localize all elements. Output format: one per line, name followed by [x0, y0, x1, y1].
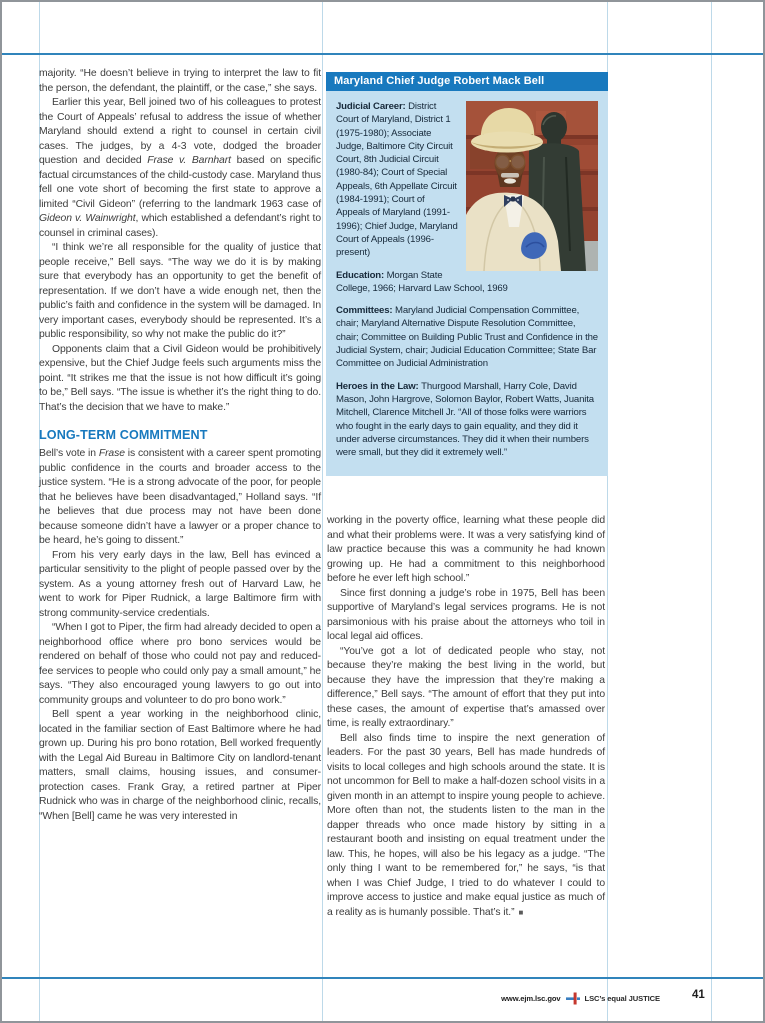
bottom-rule — [2, 977, 763, 979]
column-gutter-guide — [322, 2, 323, 1021]
paragraph: Bell also finds time to inspire the next generation of leaders. For the past 30 years, Bell has made hundreds of visits to local colleges and high schools around the state. It is not uncommon for Bell to make a half-dozen school visits in a given month in an attempt to inspire young people to achieve. More often than not, the students listen to the man in the dapper threads who once made history by sitting in a restaurant booth and insisting on equal treatment under the law. This, he hopes, will also be his legacy as a judge. “The only thing I want to be remembered for,” he says, “is that when I was Chief Judge, I tried to do whatever I could to improve access to justice and make equal justice as much of a reality as is humanly possible. That’s it.” ■ — [327, 732, 605, 918]
paragraph: Opponents claim that a Civil Gideon would be prohibitively expensive, but the Chief Judge feels such arguments miss the point. “It strikes me that the issue is not how difficult it’s going to be,” Bell says. “The issue is whether it’s the right thing to do. That’s the decision that we have to make.” — [39, 343, 321, 413]
end-of-article-icon: ■ — [518, 907, 524, 917]
paragraph: “You’ve got a lot of dedicated people who stay, not because they’re making the best living in the world, but because they have the impression that they’re making a difference,” Bell says. “The amount of effort that they put into these cases, the amount of expertise that’s amassed over time, is really extraordinary.” — [327, 645, 605, 729]
profile-field: Committees: Maryland Judicial Compensation Committee, chair; Maryland Alternative Dispute Resolution Committee, chair; Committee on Building Public Trust and Confidence in the Judicial System, chair; Judicial Education Committee; State Bar Committee on Judicial Administration — [336, 305, 598, 370]
right-column-text — [327, 514, 605, 920]
judge-photo — [466, 101, 598, 271]
section-heading: LONG-TERM COMMITMENT — [39, 428, 208, 442]
paragraph: majority. “He doesn’t believe in trying to interpret the law to fit the person, the defendant, the plaintiff, or the case,” she says. — [39, 68, 321, 94]
profile-field: Judicial Career: District Court of Maryland, District 1 (1975-1980); Associate Judge, Baltimore City Circuit Court, 8th Judicial Circuit (1980-84); Court of Special Appeals, 6th Appellate Circuit (1984-1991); Court of Appeals of Maryland (1991-1996); Chief Judge, Maryland Court of Appeals (1996-present) — [336, 101, 458, 259]
right-margin-guide — [711, 2, 712, 1021]
left-column-intro-text — [39, 67, 321, 415]
lsc-logo-icon — [566, 992, 580, 1005]
paragraph: Bell’s vote in Frase is consistent with a career spent promoting public confidence in the courts and broader access to the justice system. “He is a strong advocate of the poor, for people that he believes have been disadvantaged,” Holland says. “If he believes that due process may not have been done because someone didn’t have a lawyer or a proper chance to be heard, he’s going to dissent.” — [39, 448, 321, 546]
left-column — [39, 67, 321, 824]
left-column-rest-text — [39, 447, 321, 824]
right-column — [327, 514, 605, 920]
top-rule — [2, 53, 763, 55]
judge-profile-box — [326, 72, 608, 476]
profile-box-title: Maryland Chief Judge Robert Mack Bell — [326, 72, 608, 91]
paragraph: Earlier this year, Bell joined two of his colleagues to protest the Court of Appeals’ refusal to address the issue of whether Maryland should extend a right to counsel in certain civil cases. The judges, by a 4-3 vote, dodged the broader question and decided Frase v. Barnhart based on specific factual circumstances of the child-custody case. Maryland thus fell one vote short of becoming the first state to approve a limited “Civil Gideon” (referring to the landmark 1963 case of Gideon v. Wainwright, which established a defendant’s right to counsel in criminal cases). — [39, 97, 321, 239]
footer-brand-name: LSC’s equal JUSTICE — [584, 994, 660, 1003]
paragraph: working in the poverty office, learning what these people did and what their problems were. It was a very satisfying kind of law practice because this was a community he had known growing up. He had a commitment to this neighborhood before he ever left high school.” — [327, 515, 605, 584]
paragraph: Bell spent a year working in the neighborhood clinic, located in the familiar section of East Baltimore where he had grown up. During his pro bono rotation, Bell worked frequently with the Legal Aid Bureau in Baltimore City on landlord-tenant matters, small claims, housing issues, and consumer-protection cases. Frank Gray, a retired partner at Piper Rudnick who was in charge of the neighborhood clinic, recalls, “When [Bell] came he was very interested in — [39, 709, 321, 822]
profile-field: Heroes in the Law: Thurgood Marshall, Harry Cole, David Mason, John Hargrove, Solomon Baylor, Robert Watts, Juanita Mitchell, Clarence Mitchell Jr. “All of those folks were warriors who fought in the early days to gain equality, and they did it under adverse circumstances. They did it when their numbers were small, but they did it extremely well.” — [336, 380, 594, 459]
paragraph: “When I got to Piper, the firm had already decided to open a neighborhood office where pro bono services would be rendered on behalf of those who could not pay and reduced-fee services to people who could only pay a small amount,” he says. “They also encouraged young lawyers to go out into community groups and volunteer to do pro bono work.” — [39, 622, 321, 706]
footer — [501, 992, 660, 1005]
paragraph: From his very early days in the law, Bell has evinced a particular sensitivity to the plight of people passed over by the system. As a young attorney fresh out of Harvard Law, he went to work for Piper Rudnick, a large Baltimore firm with strong community-service credentials. — [39, 549, 321, 619]
profile-field: Education: Morgan State College, 1966; Harvard Law School, 1969 — [336, 269, 508, 294]
paragraph: Since first donning a judge’s robe in 1975, Bell has been supportive of Maryland’s legal services programs. He is not parsimonious with his praise about the attorneys who toil in local legal aid offices. — [327, 587, 605, 642]
page-number: 41 — [692, 989, 705, 1001]
footer-url: www.ejm.lsc.gov — [501, 994, 561, 1003]
profile-box-body — [326, 91, 608, 476]
paragraph: “I think we’re all responsible for the quality of justice that people receive,” Bell says. “The way we do it is by making sure that everybody has an opportunity to get the benefit of representation. If we don’t have a wide enough net, then the public’s faith and confidence in the system will be damaged. In very important cases, everybody should be represented. It’s a public responsibility, so why not make the public do it?” — [39, 242, 321, 340]
